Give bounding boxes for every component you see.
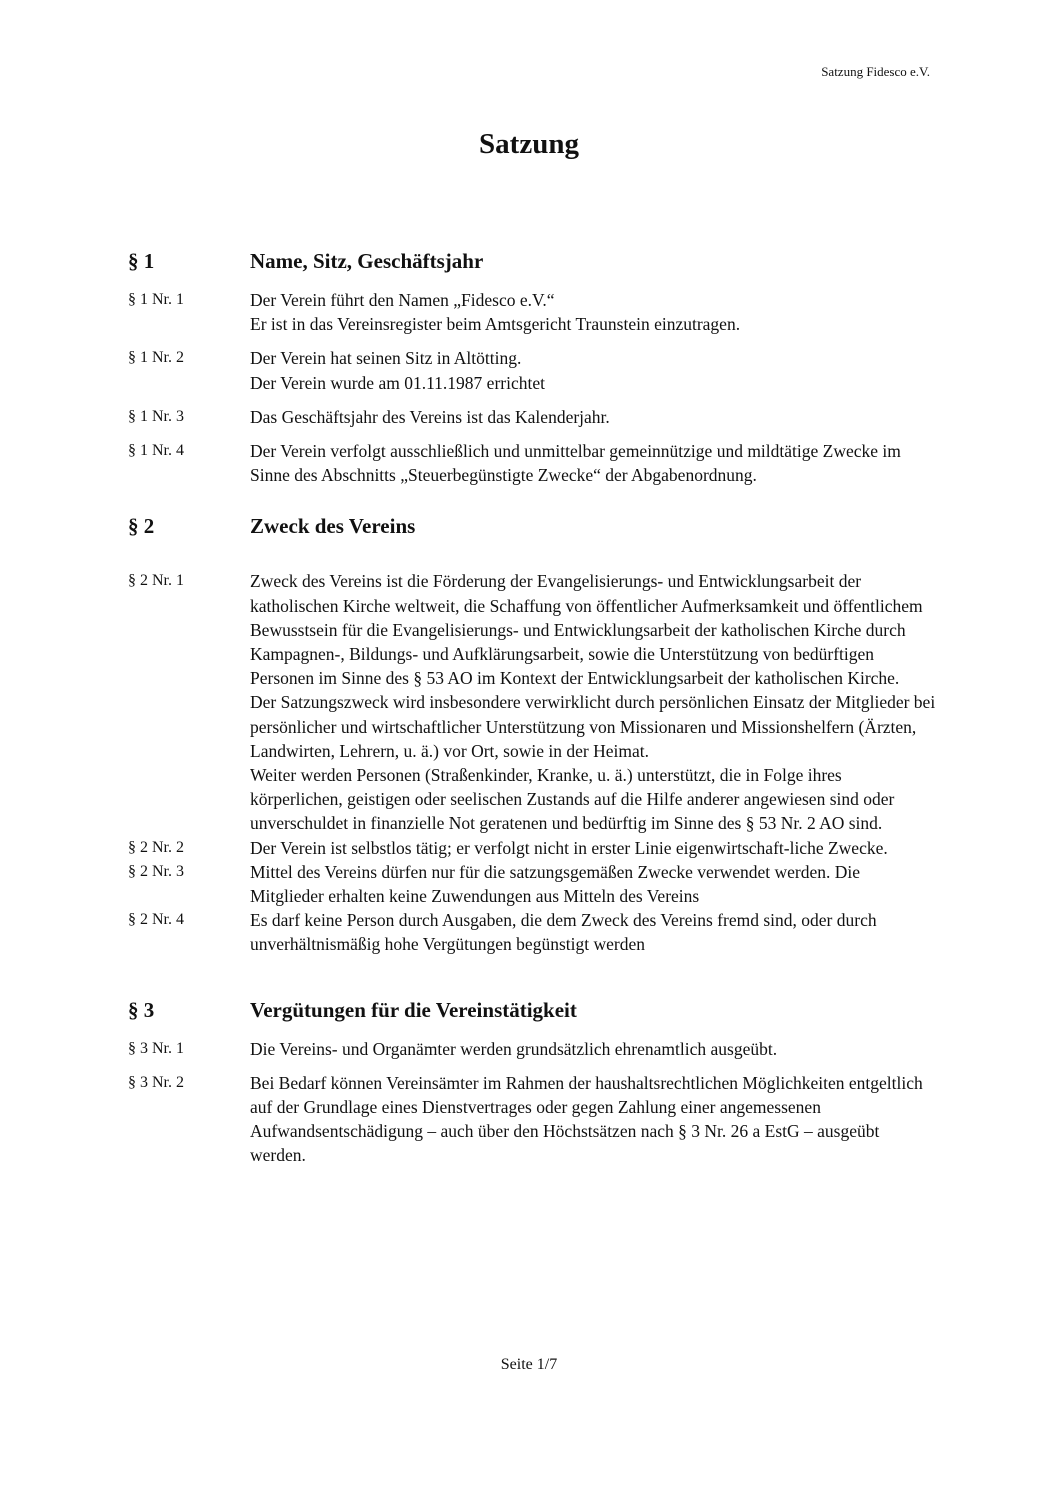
- clause-text: Es darf keine Person durch Ausgaben, die dem Zweck des Vereins fremd sind, oder durch unverhältnismäßig hohe Vergütungen begünstigt werden: [250, 910, 877, 955]
- clause: [128, 405, 936, 429]
- document-title: Satzung: [479, 128, 579, 160]
- section-title: Name, Sitz, Geschäftsjahr: [250, 249, 484, 273]
- section-number: § 2: [128, 514, 155, 539]
- running-header: Satzung Fidesco e.V.: [821, 64, 930, 79]
- clause-label: § 2 Nr. 4: [128, 911, 184, 929]
- clause-text: Zweck des Vereins ist die Förderung der Evangelisierungs- und Entwicklungsarbeit der katholischen Kirche weltweit, die Schaffung von öffentlicher Aufmerksamkeit und öffentlichem Bewusstsein für die Evangelisierungs- und Entwicklungsarbeit der katholischen Kirche durch Kampagnen-, Bildungs- und Aufklärungsarbeit, sowie die Unterstützung von bedürftigen Personen im Sinne des § 53 AO im Kontext der Entwicklungsarbeit der katholischen Kirche.: [250, 571, 923, 689]
- clause: [128, 1037, 936, 1061]
- clause: [128, 908, 936, 956]
- clause-text: Mittel des Vereins dürfen nur für die satzungsgemäßen Zwecke verwendet werden. Die Mitglieder erhalten keine Zuwendungen aus Mitteln des Vereins: [250, 861, 861, 907]
- clause-text: Er ist in das Vereinsregister beim Amtsgericht Traunstein einzutragen.: [250, 314, 741, 335]
- clause-text: Bei Bedarf können Vereinsämter im Rahmen der haushaltsrechtlichen Möglichkeiten entgeltlich auf der Grundlage eines Dienstvertrages oder gegen Zahlung einer angemessenen Aufwandsentschädigung – auch über den Höchstsätzen nach § 3 Nr. 26 a EstG – ausgeübt werden.: [250, 1072, 923, 1166]
- clause-text: Der Verein führt den Namen „Fidesco e.V.“: [250, 290, 555, 310]
- clause-text: Der Verein wurde am 01.11.1987 errichtet: [250, 372, 545, 393]
- clause-label: § 3 Nr. 1: [128, 1039, 184, 1057]
- section-number: § 3: [128, 997, 155, 1022]
- section-number: § 1: [128, 249, 155, 273]
- clause-label: § 1 Nr. 1: [128, 291, 184, 308]
- section-heading-1: [128, 248, 936, 274]
- clause-label: § 2 Nr. 3: [128, 862, 184, 880]
- clause-text: Die Vereins- und Organämter werden grundsätzlich ehrenamtlich ausgeübt.: [250, 1038, 778, 1059]
- clause-text: Das Geschäftsjahr des Vereins ist das Kalenderjahr.: [250, 406, 610, 427]
- page-number: Seite 1/7: [500, 1356, 558, 1373]
- clause-text: Der Verein hat seinen Sitz in Altötting.: [250, 348, 522, 369]
- clause: [128, 569, 936, 835]
- clause-text: Der Verein verfolgt ausschließlich und unmittelbar gemeinnützige und mildtätige Zwecke im Sinne des Abschnitts „Steuerbegünstigte Zwecke“ der Abgabenordnung.: [250, 441, 901, 486]
- clause-text: Der Verein ist selbstlos tätig; er verfolgt nicht in erster Linie eigenwirtschaft-liche Zwecke.: [250, 837, 888, 858]
- clause: [128, 836, 936, 860]
- section-heading-3: [128, 997, 936, 1023]
- clause-label: § 1 Nr. 2: [128, 349, 184, 367]
- clause-text: Weiter werden Personen (Straßenkinder, Kranke, u. ä.) unterstützt, die in Folge ihres körperlichen, geistigen oder seelischen Zustands auf die Hilfe anderer angewiesen sind oder unverschuldet in finanzielle Not geratenen und bedürftig im Sinne des § 53 Nr. 2 AO sind.: [250, 765, 895, 834]
- clause-label: § 1 Nr. 3: [128, 407, 184, 425]
- document-body: [128, 248, 936, 1178]
- clause: [128, 439, 936, 487]
- clause-label: § 1 Nr. 4: [128, 442, 184, 460]
- section-title: Zweck des Vereins: [250, 514, 416, 539]
- clause: [128, 860, 936, 908]
- clause: [128, 346, 936, 394]
- clause-label: § 3 Nr. 2: [128, 1073, 184, 1091]
- clause-label: § 2 Nr. 1: [128, 572, 184, 590]
- clause-text: Der Satzungszweck wird insbesondere verwirklicht durch persönlichen Einsatz der Mitglieder bei persönlicher und wirtschaftlicher Unterstützung von Missionaren und Missionshelfern (Ärzten, Landwirten, Lehrern, u. ä.) vor Ort, sowie in der Heimat.: [250, 692, 936, 761]
- clause-label: § 2 Nr. 2: [128, 838, 184, 856]
- section-heading-2: [128, 513, 936, 539]
- section-title: Vergütungen für die Vereinstätigkeit: [250, 997, 577, 1022]
- clause: [128, 288, 936, 336]
- clause: [128, 1071, 936, 1168]
